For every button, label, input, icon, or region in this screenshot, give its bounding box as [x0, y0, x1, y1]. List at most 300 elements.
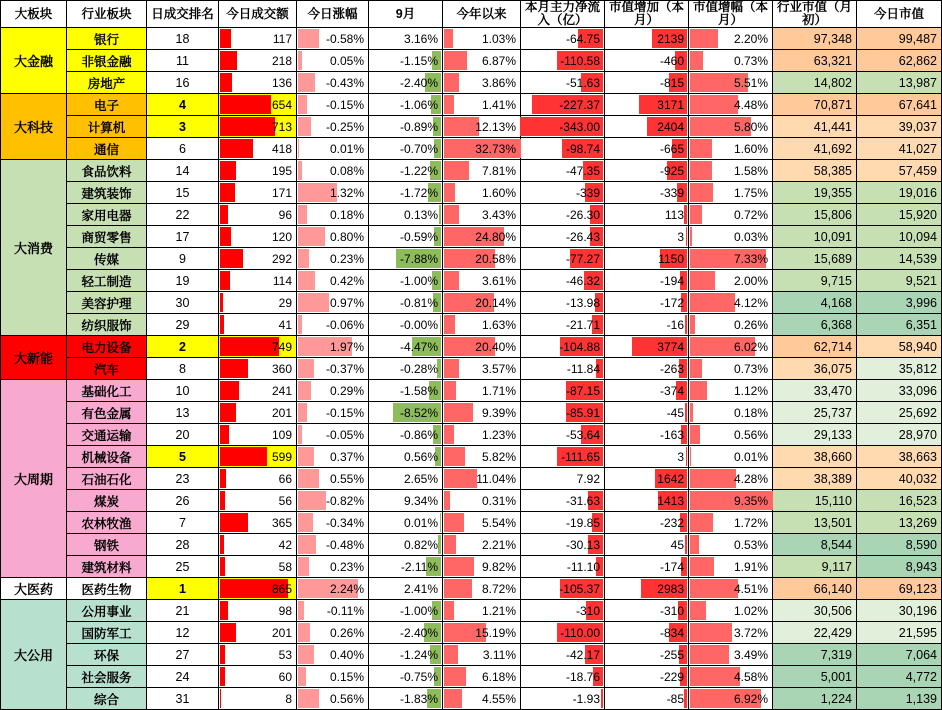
netflow-cell: -110.00: [521, 622, 605, 644]
september-cell: -0.59%: [369, 226, 443, 248]
industry-cell: 煤炭: [67, 490, 147, 512]
mcap-today-cell: 57,459: [857, 160, 942, 182]
mcap-today-cell: 3,996: [857, 292, 942, 314]
mcap-month-start-cell: 9,715: [773, 270, 857, 292]
mcap-month-start-cell: 19,355: [773, 182, 857, 204]
turnover-cell: 865: [219, 578, 297, 600]
september-cell: 0.56%: [369, 446, 443, 468]
ytd-cell: 12.13%: [443, 116, 521, 138]
table-row: [1, 468, 942, 490]
today-change-cell: -0.15%: [297, 94, 369, 116]
mcap-today-cell: 25,692: [857, 402, 942, 424]
ytd-cell: 1.63%: [443, 314, 521, 336]
mcap-increase-cell: 113: [605, 204, 689, 226]
industry-cell: 国防军工: [67, 622, 147, 644]
netflow-cell: -110.58: [521, 50, 605, 72]
september-cell: -1.24%: [369, 644, 443, 666]
mcap-today-cell: 30,196: [857, 600, 942, 622]
mcap-month-start-cell: 15,689: [773, 248, 857, 270]
mcap-today-cell: 99,487: [857, 28, 942, 50]
group-cell: 大医药: [1, 578, 67, 600]
table-row: [1, 402, 942, 424]
netflow-cell: -64.75: [521, 28, 605, 50]
rank-cell: 9: [147, 248, 219, 270]
mcap-pct-cell: 1.91%: [689, 556, 773, 578]
september-cell: -0.89%: [369, 116, 443, 138]
industry-cell: 房地产: [67, 72, 147, 94]
netflow-cell: -339: [521, 182, 605, 204]
turnover-cell: 98: [219, 600, 297, 622]
turnover-cell: 218: [219, 50, 297, 72]
mcap-month-start-cell: 4,168: [773, 292, 857, 314]
industry-cell: 电力设备: [67, 336, 147, 358]
today-change-cell: -0.06%: [297, 314, 369, 336]
mcap-today-cell: 6,351: [857, 314, 942, 336]
netflow-cell: -30.13: [521, 534, 605, 556]
september-cell: -2.40%: [369, 622, 443, 644]
group-cell: 大科技: [1, 94, 67, 160]
industry-cell: 计算机: [67, 116, 147, 138]
table-row: [1, 116, 942, 138]
mcap-today-cell: 13,269: [857, 512, 942, 534]
turnover-cell: 120: [219, 226, 297, 248]
rank-cell: 29: [147, 314, 219, 336]
mcap-increase-cell: -174: [605, 556, 689, 578]
rank-cell: 10: [147, 380, 219, 402]
mcap-month-start-cell: 41,692: [773, 138, 857, 160]
header-mcap-increase: 市值增加（本月）: [605, 1, 689, 28]
netflow-cell: -26.30: [521, 204, 605, 226]
mcap-increase-cell: -460: [605, 50, 689, 72]
mcap-pct-cell: 4.48%: [689, 94, 773, 116]
mcap-pct-cell: 4.12%: [689, 292, 773, 314]
rank-cell: 21: [147, 600, 219, 622]
mcap-pct-cell: 0.03%: [689, 226, 773, 248]
september-cell: -0.86%: [369, 424, 443, 446]
mcap-month-start-cell: 10,091: [773, 226, 857, 248]
netflow-cell: -111.65: [521, 446, 605, 468]
september-cell: 9.34%: [369, 490, 443, 512]
industry-cell: 医药生物: [67, 578, 147, 600]
september-cell: -4.47%: [369, 336, 443, 358]
netflow-cell: -227.37: [521, 94, 605, 116]
ytd-cell: 0.31%: [443, 490, 521, 512]
rank-cell: 6: [147, 138, 219, 160]
mcap-pct-cell: 9.35%: [689, 490, 773, 512]
mcap-pct-cell: 1.72%: [689, 512, 773, 534]
mcap-today-cell: 40,032: [857, 468, 942, 490]
mcap-today-cell: 14,539: [857, 248, 942, 270]
rank-cell: 22: [147, 204, 219, 226]
mcap-today-cell: 9,521: [857, 270, 942, 292]
industry-cell: 轻工制造: [67, 270, 147, 292]
mcap-increase-cell: -925: [605, 160, 689, 182]
rank-cell: 30: [147, 292, 219, 314]
netflow-cell: -77.27: [521, 248, 605, 270]
september-cell: 0.01%: [369, 512, 443, 534]
rank-cell: 1: [147, 578, 219, 600]
header-ytd: 今年以来: [443, 1, 521, 28]
netflow-cell: -47.35: [521, 160, 605, 182]
mcap-increase-cell: 3774: [605, 336, 689, 358]
turnover-cell: 201: [219, 622, 297, 644]
mcap-pct-cell: 3.72%: [689, 622, 773, 644]
mcap-pct-cell: 6.02%: [689, 336, 773, 358]
mcap-month-start-cell: 30,506: [773, 600, 857, 622]
mcap-pct-cell: 6.92%: [689, 688, 773, 710]
header-mcap-month-start: 行业市值（月初）: [773, 1, 857, 28]
september-cell: -2.11%: [369, 556, 443, 578]
rank-cell: 17: [147, 226, 219, 248]
mcap-pct-cell: 4.28%: [689, 468, 773, 490]
table-row: [1, 28, 942, 50]
ytd-cell: 3.86%: [443, 72, 521, 94]
netflow-cell: -46.32: [521, 270, 605, 292]
mcap-increase-cell: -255: [605, 644, 689, 666]
industry-cell: 电子: [67, 94, 147, 116]
mcap-month-start-cell: 58,385: [773, 160, 857, 182]
today-change-cell: -0.05%: [297, 424, 369, 446]
mcap-increase-cell: 45: [605, 534, 689, 556]
ytd-cell: 20.14%: [443, 292, 521, 314]
mcap-month-start-cell: 22,429: [773, 622, 857, 644]
turnover-cell: 117: [219, 28, 297, 50]
turnover-cell: 654: [219, 94, 297, 116]
table-row: [1, 666, 942, 688]
september-cell: -0.00%: [369, 314, 443, 336]
netflow-cell: -26.43: [521, 226, 605, 248]
table-row: [1, 248, 942, 270]
table-header-row: [1, 1, 942, 28]
september-cell: -7.88%: [369, 248, 443, 270]
ytd-cell: 1.03%: [443, 28, 521, 50]
today-change-cell: 0.97%: [297, 292, 369, 314]
netflow-cell: -1.93: [521, 688, 605, 710]
industry-cell: 综合: [67, 688, 147, 710]
today-change-cell: -0.11%: [297, 600, 369, 622]
header-main-netflow: 本月主力净流入（亿）: [521, 1, 605, 28]
turnover-cell: 60: [219, 666, 297, 688]
ytd-cell: 1.60%: [443, 182, 521, 204]
ytd-cell: 4.55%: [443, 688, 521, 710]
table-row: [1, 72, 942, 94]
mcap-increase-cell: -163: [605, 424, 689, 446]
ytd-cell: 32.73%: [443, 138, 521, 160]
mcap-month-start-cell: 33,470: [773, 380, 857, 402]
today-change-cell: -0.37%: [297, 358, 369, 380]
mcap-pct-cell: 0.26%: [689, 314, 773, 336]
group-cell: 大金融: [1, 28, 67, 94]
mcap-increase-cell: -263: [605, 358, 689, 380]
mcap-pct-cell: 7.33%: [689, 248, 773, 270]
netflow-cell: -105.37: [521, 578, 605, 600]
mcap-pct-cell: 1.12%: [689, 380, 773, 402]
netflow-cell: -98.74: [521, 138, 605, 160]
mcap-today-cell: 16,523: [857, 490, 942, 512]
ytd-cell: 7.81%: [443, 160, 521, 182]
table-row: [1, 534, 942, 556]
mcap-month-start-cell: 9,117: [773, 556, 857, 578]
mcap-today-cell: 15,920: [857, 204, 942, 226]
turnover-cell: 56: [219, 490, 297, 512]
industry-cell: 汽车: [67, 358, 147, 380]
today-change-cell: -0.34%: [297, 512, 369, 534]
mcap-increase-cell: 3: [605, 446, 689, 468]
rank-cell: 16: [147, 72, 219, 94]
header-volume-rank: 日成交排名: [147, 1, 219, 28]
september-cell: -0.28%: [369, 358, 443, 380]
mcap-month-start-cell: 66,140: [773, 578, 857, 600]
rank-cell: 2: [147, 336, 219, 358]
rank-cell: 23: [147, 468, 219, 490]
today-change-cell: 0.15%: [297, 666, 369, 688]
industry-cell: 农林牧渔: [67, 512, 147, 534]
rank-cell: 13: [147, 402, 219, 424]
table-row: [1, 424, 942, 446]
netflow-cell: -13.98: [521, 292, 605, 314]
industry-cell: 交通运输: [67, 424, 147, 446]
september-cell: -0.81%: [369, 292, 443, 314]
group-cell: 大消费: [1, 160, 67, 336]
table-row: [1, 314, 942, 336]
today-change-cell: 0.80%: [297, 226, 369, 248]
ytd-cell: 6.87%: [443, 50, 521, 72]
mcap-pct-cell: 0.72%: [689, 204, 773, 226]
mcap-pct-cell: 0.73%: [689, 358, 773, 380]
september-cell: -2.40%: [369, 72, 443, 94]
rank-cell: 15: [147, 182, 219, 204]
mcap-today-cell: 28,970: [857, 424, 942, 446]
table-row: [1, 138, 942, 160]
today-change-cell: 0.05%: [297, 50, 369, 72]
mcap-increase-cell: 3: [605, 226, 689, 248]
rank-cell: 4: [147, 94, 219, 116]
ytd-cell: 3.11%: [443, 644, 521, 666]
ytd-cell: 3.43%: [443, 204, 521, 226]
turnover-cell: 29: [219, 292, 297, 314]
mcap-month-start-cell: 6,368: [773, 314, 857, 336]
industry-cell: 有色金属: [67, 402, 147, 424]
mcap-today-cell: 67,641: [857, 94, 942, 116]
mcap-month-start-cell: 70,871: [773, 94, 857, 116]
september-cell: -0.75%: [369, 666, 443, 688]
mcap-increase-cell: -310: [605, 600, 689, 622]
mcap-month-start-cell: 29,133: [773, 424, 857, 446]
rank-cell: 19: [147, 270, 219, 292]
turnover-cell: 58: [219, 556, 297, 578]
industry-cell: 机械设备: [67, 446, 147, 468]
mcap-increase-cell: 2404: [605, 116, 689, 138]
ytd-cell: 20.40%: [443, 336, 521, 358]
mcap-pct-cell: 1.02%: [689, 600, 773, 622]
today-change-cell: -0.15%: [297, 402, 369, 424]
today-change-cell: -0.48%: [297, 534, 369, 556]
ytd-cell: 1.23%: [443, 424, 521, 446]
mcap-today-cell: 62,862: [857, 50, 942, 72]
mcap-pct-cell: 5.51%: [689, 72, 773, 94]
mcap-today-cell: 10,094: [857, 226, 942, 248]
industry-cell: 美容护理: [67, 292, 147, 314]
netflow-cell: 7.92: [521, 468, 605, 490]
rank-cell: 28: [147, 534, 219, 556]
mcap-month-start-cell: 63,321: [773, 50, 857, 72]
today-change-cell: -0.58%: [297, 28, 369, 50]
mcap-today-cell: 19,016: [857, 182, 942, 204]
today-change-cell: 0.29%: [297, 380, 369, 402]
ytd-cell: 3.61%: [443, 270, 521, 292]
today-change-cell: 0.56%: [297, 688, 369, 710]
netflow-cell: -85.91: [521, 402, 605, 424]
mcap-pct-cell: 5.80%: [689, 116, 773, 138]
turnover-cell: 749: [219, 336, 297, 358]
turnover-cell: 201: [219, 402, 297, 424]
rank-cell: 20: [147, 424, 219, 446]
today-change-cell: 0.18%: [297, 204, 369, 226]
rank-cell: 18: [147, 28, 219, 50]
today-change-cell: -0.43%: [297, 72, 369, 94]
today-change-cell: 0.08%: [297, 160, 369, 182]
mcap-today-cell: 41,027: [857, 138, 942, 160]
turnover-cell: 136: [219, 72, 297, 94]
mcap-pct-cell: 4.58%: [689, 666, 773, 688]
netflow-cell: -19.85: [521, 512, 605, 534]
september-cell: 2.41%: [369, 578, 443, 600]
september-cell: 3.16%: [369, 28, 443, 50]
turnover-cell: 96: [219, 204, 297, 226]
ytd-cell: 5.54%: [443, 512, 521, 534]
netflow-cell: -21.71: [521, 314, 605, 336]
today-change-cell: 0.40%: [297, 644, 369, 666]
today-change-cell: -0.25%: [297, 116, 369, 138]
september-cell: -8.52%: [369, 402, 443, 424]
industry-cell: 家用电器: [67, 204, 147, 226]
mcap-increase-cell: -815: [605, 72, 689, 94]
september-cell: -1.00%: [369, 270, 443, 292]
mcap-pct-cell: 0.18%: [689, 402, 773, 424]
table-row: [1, 94, 942, 116]
september-cell: 2.65%: [369, 468, 443, 490]
table-row: [1, 556, 942, 578]
turnover-cell: 241: [219, 380, 297, 402]
mcap-increase-cell: 1413: [605, 490, 689, 512]
turnover-cell: 292: [219, 248, 297, 270]
ytd-cell: 9.82%: [443, 556, 521, 578]
rank-cell: 14: [147, 160, 219, 182]
table-row: [1, 50, 942, 72]
september-cell: -1.72%: [369, 182, 443, 204]
ytd-cell: 11.04%: [443, 468, 521, 490]
rank-cell: 7: [147, 512, 219, 534]
header-mcap-pct: 市值增幅（本月）: [689, 1, 773, 28]
turnover-cell: 171: [219, 182, 297, 204]
mcap-month-start-cell: 36,075: [773, 358, 857, 380]
netflow-cell: -87.15: [521, 380, 605, 402]
september-cell: -1.58%: [369, 380, 443, 402]
ytd-cell: 6.18%: [443, 666, 521, 688]
ytd-cell: 9.39%: [443, 402, 521, 424]
turnover-cell: 42: [219, 534, 297, 556]
mcap-month-start-cell: 97,348: [773, 28, 857, 50]
ytd-cell: 2.21%: [443, 534, 521, 556]
ytd-cell: 5.82%: [443, 446, 521, 468]
mcap-today-cell: 8,943: [857, 556, 942, 578]
mcap-today-cell: 35,812: [857, 358, 942, 380]
mcap-increase-cell: -16: [605, 314, 689, 336]
mcap-pct-cell: 0.53%: [689, 534, 773, 556]
industry-cell: 基础化工: [67, 380, 147, 402]
today-change-cell: 0.37%: [297, 446, 369, 468]
mcap-month-start-cell: 25,737: [773, 402, 857, 424]
turnover-cell: 53: [219, 644, 297, 666]
mcap-month-start-cell: 13,501: [773, 512, 857, 534]
mcap-month-start-cell: 1,224: [773, 688, 857, 710]
mcap-month-start-cell: 15,806: [773, 204, 857, 226]
table-row: [1, 446, 942, 468]
mcap-increase-cell: -339: [605, 182, 689, 204]
mcap-pct-cell: 0.56%: [689, 424, 773, 446]
mcap-increase-cell: -834: [605, 622, 689, 644]
mcap-today-cell: 21,595: [857, 622, 942, 644]
mcap-increase-cell: -374: [605, 380, 689, 402]
rank-cell: 5: [147, 446, 219, 468]
rank-cell: 24: [147, 666, 219, 688]
industry-cell: 商贸零售: [67, 226, 147, 248]
table-row: [1, 490, 942, 512]
mcap-pct-cell: 1.60%: [689, 138, 773, 160]
group-cell: 大新能: [1, 336, 67, 380]
industry-cell: 传媒: [67, 248, 147, 270]
ytd-cell: 1.41%: [443, 94, 521, 116]
mcap-today-cell: 38,663: [857, 446, 942, 468]
table-row: [1, 358, 942, 380]
table-row: [1, 644, 942, 666]
table-row: [1, 380, 942, 402]
ytd-cell: 3.57%: [443, 358, 521, 380]
mcap-month-start-cell: 38,389: [773, 468, 857, 490]
industry-cell: 石油石化: [67, 468, 147, 490]
table-row: [1, 512, 942, 534]
industry-cell: 非银金融: [67, 50, 147, 72]
ytd-cell: 15.19%: [443, 622, 521, 644]
turnover-cell: 418: [219, 138, 297, 160]
table-row: [1, 622, 942, 644]
today-change-cell: 2.24%: [297, 578, 369, 600]
rank-cell: 25: [147, 556, 219, 578]
rank-cell: 27: [147, 644, 219, 666]
netflow-cell: -104.88: [521, 336, 605, 358]
industry-cell: 银行: [67, 28, 147, 50]
mcap-pct-cell: 0.01%: [689, 446, 773, 468]
header-industry: 行业板块: [67, 1, 147, 28]
mcap-pct-cell: 2.00%: [689, 270, 773, 292]
turnover-cell: 41: [219, 314, 297, 336]
industry-cell: 社会服务: [67, 666, 147, 688]
ytd-cell: 1.71%: [443, 380, 521, 402]
turnover-cell: 66: [219, 468, 297, 490]
mcap-increase-cell: -229: [605, 666, 689, 688]
table-row: [1, 688, 942, 710]
mcap-month-start-cell: 15,110: [773, 490, 857, 512]
ytd-cell: 20.58%: [443, 248, 521, 270]
september-cell: 0.13%: [369, 204, 443, 226]
mcap-month-start-cell: 38,660: [773, 446, 857, 468]
industry-cell: 公用事业: [67, 600, 147, 622]
mcap-month-start-cell: 62,714: [773, 336, 857, 358]
mcap-month-start-cell: 41,441: [773, 116, 857, 138]
today-change-cell: 0.23%: [297, 248, 369, 270]
rank-cell: 11: [147, 50, 219, 72]
rank-cell: 12: [147, 622, 219, 644]
